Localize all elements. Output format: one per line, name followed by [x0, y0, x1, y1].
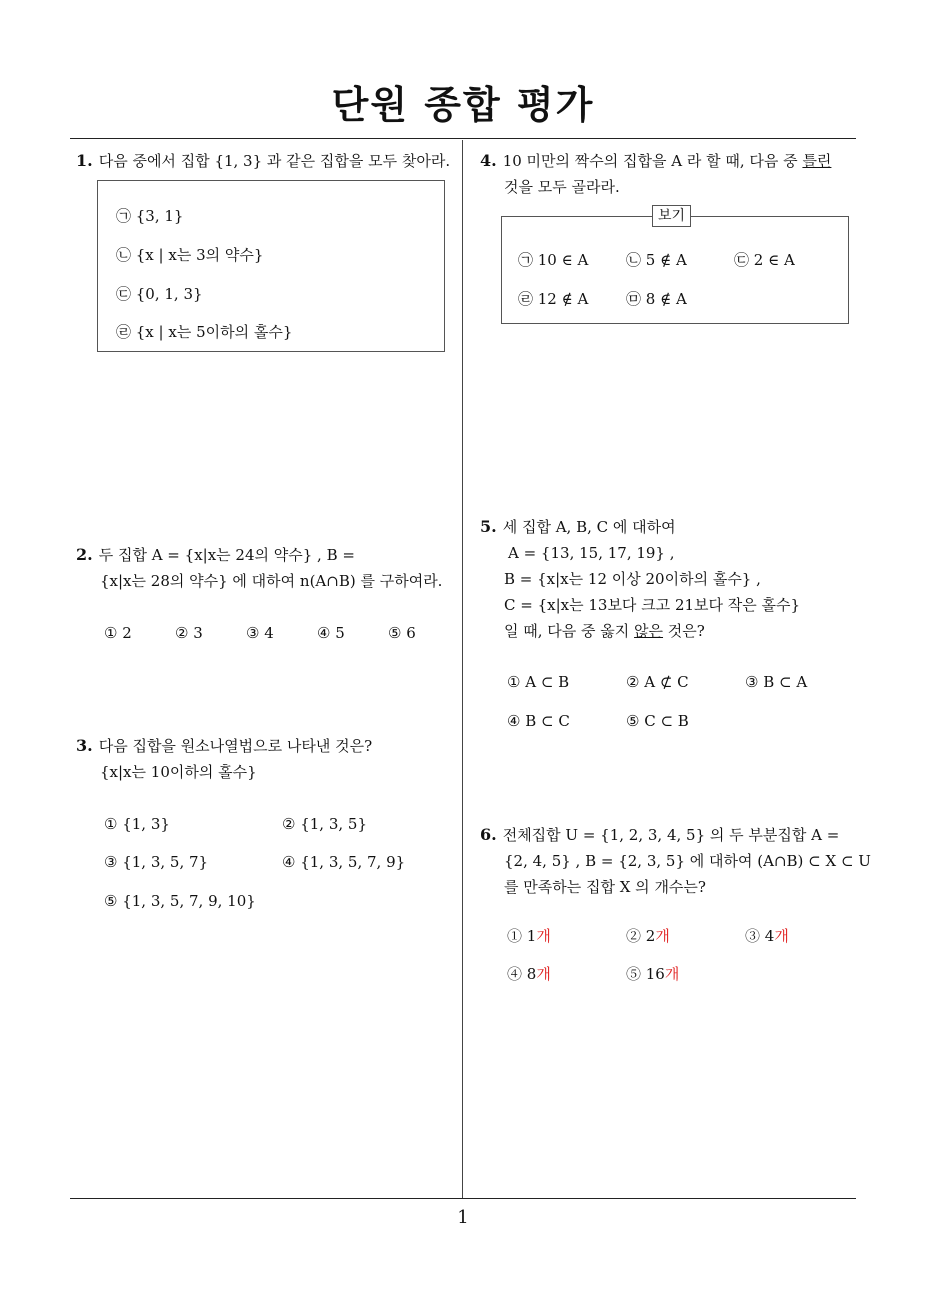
question-text: 다음 중에서 집합 {1, 3} 과 같은 집합을 모두 찾아라.: [98, 152, 451, 170]
bogi-item: ㉠ 10 ∈ A: [518, 251, 589, 269]
answer-option[interactable]: ④ {1, 3, 5, 7, 9}: [282, 853, 406, 871]
bogi-label: 보기: [652, 205, 691, 227]
emphasis-underline: 않은: [634, 622, 664, 640]
answer-option[interactable]: [745, 925, 789, 946]
question-text: 전체집합 U = {1, 2, 3, 4, 5} 의 두 부분집합 A =: [502, 826, 840, 844]
question-text: {x|x는 10이하의 홀수}: [100, 763, 257, 781]
bogi-item: ㉣ 12 ∉ A: [518, 290, 589, 308]
question-6: [480, 822, 871, 900]
question-text: 일 때, 다음 중 옳지: [504, 622, 635, 640]
question-number: 6.: [480, 825, 497, 844]
question-number: 2.: [76, 545, 93, 564]
bogi-item: ㉢ 2 ∈ A: [734, 251, 795, 269]
question-1: [76, 148, 450, 174]
question-1-choices-box: [97, 180, 445, 352]
answer-option[interactable]: ④ B ⊂ C: [507, 712, 570, 730]
option-value: ③ 4: [745, 927, 775, 945]
question-3: [76, 733, 372, 785]
question-number: 3.: [76, 736, 93, 755]
set-definition: B = {x|x는 12 이상 20이하의 홀수} ,: [504, 570, 761, 588]
answer-option[interactable]: ⑤ {1, 3, 5, 7, 9, 10}: [104, 892, 256, 910]
answer-option[interactable]: [507, 925, 551, 946]
answer-option[interactable]: ① {1, 3}: [104, 815, 170, 833]
choice-item: ㉠ {3, 1}: [116, 207, 184, 225]
option-unit: 개: [536, 965, 551, 983]
option-unit: 개: [536, 927, 551, 945]
question-5: [480, 514, 800, 644]
bogi-item: ㉤ 8 ∉ A: [626, 290, 687, 308]
option-value: ① 1: [507, 927, 537, 945]
answer-option[interactable]: ④ 5: [317, 624, 345, 642]
question-text: {2, 4, 5} , B = {2, 3, 5} 에 대하여 (A∩B) ⊂ X ⊂ U: [504, 852, 871, 870]
question-4: [480, 148, 831, 200]
question-number: 4.: [480, 151, 497, 170]
answer-option[interactable]: ⑤ 6: [388, 624, 416, 642]
question-number: 1.: [76, 151, 93, 170]
bottom-rule: [70, 1198, 856, 1199]
bogi-box: [501, 208, 849, 324]
answer-option[interactable]: ① A ⊂ B: [507, 673, 570, 691]
question-text: {x|x는 28의 약수} 에 대하여 n(A∩B) 를 구하여라.: [100, 572, 443, 590]
answer-option[interactable]: ③ B ⊂ A: [745, 673, 808, 691]
question-text: 다음 집합을 원소나열법으로 나타낸 것은?: [98, 737, 373, 755]
emphasis-underline: 틀린: [802, 152, 832, 170]
question-text: 세 집합 A, B, C 에 대하여: [502, 518, 676, 536]
option-value: ⑤ 16: [626, 965, 665, 983]
set-definition: A = {13, 15, 17, 19} ,: [508, 544, 675, 562]
answer-option[interactable]: ③ 4: [246, 624, 274, 642]
option-value: ④ 8: [507, 965, 537, 983]
question-number: 5.: [480, 517, 497, 536]
question-text: 를 만족하는 집합 X 의 개수는?: [504, 878, 706, 896]
bogi-item: ㉡ 5 ∉ A: [626, 251, 687, 269]
option-unit: 개: [664, 965, 680, 983]
option-value: ② 2: [626, 927, 656, 945]
question-text: 것을 모두 골라라.: [504, 178, 620, 196]
answer-option[interactable]: ② {1, 3, 5}: [282, 815, 368, 833]
answer-option[interactable]: ② 3: [175, 624, 203, 642]
answer-option[interactable]: ② A ⊄ C: [626, 673, 689, 691]
answer-option[interactable]: ⑤ C ⊂ B: [626, 712, 689, 730]
question-text: 것은?: [663, 622, 705, 640]
option-unit: 개: [774, 927, 789, 945]
page-title: 단원 종합 평가: [331, 83, 595, 127]
question-text: 10 미만의 짝수의 집합을 A 라 할 때, 다음 중: [502, 152, 803, 170]
answer-option[interactable]: ③ {1, 3, 5, 7}: [104, 853, 209, 871]
option-unit: 개: [655, 927, 670, 945]
page-number: 1: [457, 1207, 469, 1228]
answer-option[interactable]: [507, 963, 551, 984]
answer-option[interactable]: ① 2: [104, 624, 132, 642]
choice-item: ㉡ {x | x는 3의 약수}: [116, 246, 264, 264]
column-divider: [462, 140, 463, 1198]
answer-option[interactable]: [626, 925, 670, 946]
question-2: [76, 542, 442, 594]
top-rule: [70, 138, 856, 139]
question-text: 두 집합 A = {x|x는 24의 약수} , B =: [98, 546, 355, 564]
choice-item: ㉢ {0, 1, 3}: [116, 285, 203, 303]
set-definition: C = {x|x는 13보다 크고 21보다 작은 홀수}: [504, 596, 801, 614]
choice-item: ㉣ {x | x는 5이하의 홀수}: [116, 323, 293, 341]
answer-option[interactable]: [626, 963, 679, 984]
